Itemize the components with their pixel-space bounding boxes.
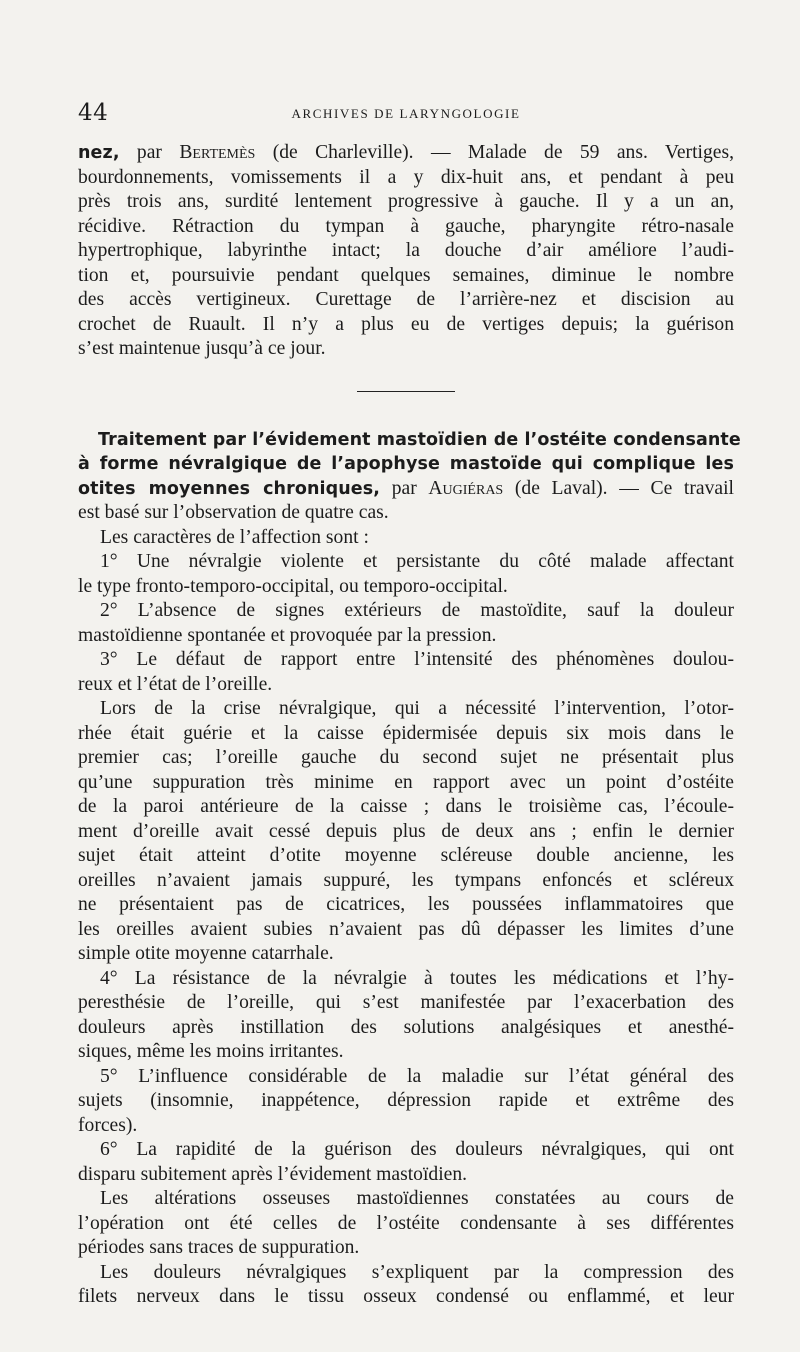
text-line: tion et, poursuivie pendant quelques semaines, diminue le nombre	[78, 264, 734, 286]
text-line: près trois ans, surdité lentement progressive à gauche. Il y a un an,	[78, 191, 734, 212]
author-name: Bertemès	[179, 142, 256, 163]
article-title-end: otites moyennes chroniques,	[78, 478, 381, 499]
text-line: périodes sans traces de suppuration.	[78, 1237, 360, 1258]
list-item-1: 1° Une névralgie violente et persistante du côté malade affectant	[100, 551, 734, 572]
list-item-3: 3° Le défaut de rapport entre l’intensité des phénomènes doulou-	[100, 649, 734, 670]
text-line: qu’une suppuration très minime en rapport avec un point d’ostéite	[78, 771, 734, 793]
text-line: des accès vertigineux. Curettage de l’arrière-nez et discision au	[78, 289, 734, 310]
text-line: siques, même les moins irritantes.	[78, 1041, 344, 1062]
list-item-5: 5° L’influence considérable de la maladie sur l’état général des	[100, 1065, 734, 1087]
text-line: disparu subitement après l’évidement mastoïdien.	[78, 1163, 468, 1185]
text-line: hypertrophique, labyrinthe intact; la douche d’air améliore l’audi-	[78, 240, 734, 261]
text-line	[78, 477, 734, 502]
text-line: Les douleurs névralgiques s’expliquent par la compression des	[100, 1261, 734, 1283]
text-span: par	[380, 477, 429, 499]
text-line: reux et l’état de l’oreille.	[78, 673, 273, 695]
article-title-line: Traitement par l’évidement mastoïdien de l’ostéite condensante	[98, 429, 741, 450]
text-line: est basé sur l’observation de quatre cas.	[78, 502, 389, 523]
running-title: ARCHIVES DE LARYNGOLOGIE	[291, 106, 521, 121]
list-item-2: 2° L’absence de signes extérieurs de mastoïdite, sauf la douleur	[100, 600, 734, 621]
text-line: récidive. Rétraction du tympan à gauche, pharyngite rétro-nasale	[78, 215, 734, 237]
text-line: l’opération ont été celles de l’ostéite condensante à ses différentes	[78, 1212, 734, 1234]
text-line: filets nerveux dans le tissu osseux condensé ou enflammé, et leur	[78, 1286, 734, 1307]
paragraph-bertemes	[78, 141, 734, 362]
text-line: simple otite moyenne catarrhale.	[78, 943, 334, 964]
text-span: par	[119, 142, 180, 163]
text-line: Les altérations osseuses mastoïdiennes constatées au cours de	[100, 1188, 734, 1209]
text-line: peresthésie de l’oreille, qui s’est manifestée par l’exacerbation des	[78, 992, 734, 1013]
bold-word: nez,	[78, 143, 120, 163]
text-line	[78, 141, 734, 166]
text-line: douleurs après instillation des solutions analgésiques et anesthé-	[78, 1016, 734, 1038]
text-line: rhée était guérie et la caisse épidermisée depuis six mois dans le	[78, 722, 734, 744]
text-line: sujet était atteint d’otite moyenne scléreuse double ancienne, les	[78, 845, 734, 866]
text-line: Les caractères de l’affection sont :	[100, 526, 369, 548]
article-title-line: à forme névralgique de l’apophyse mastoïde qui complique les	[78, 454, 734, 474]
page-body	[78, 141, 741, 1310]
text-line: s’est maintenue jusqu’à ce jour.	[78, 338, 326, 359]
author-name: Augiéras	[428, 477, 504, 499]
text-line: sujets (insomnie, inappétence, dépression rapide et extrême des	[78, 1090, 734, 1111]
text-line: mastoïdienne spontanée et provoquée par la pression.	[78, 624, 497, 646]
text-line: ne présentaient pas de cicatrices, les poussées inflammatoires que	[78, 894, 734, 915]
text-line: de la paroi antérieure de la caisse ; dans le troisième cas, l’écoule-	[78, 796, 734, 817]
text-span: (de Laval). — Ce travail	[503, 477, 734, 499]
text-line: Lors de la crise névralgique, qui a nécessité l’intervention, l’otor-	[100, 698, 734, 719]
text-span: (de Charleville). — Malade de 59 ans. Vertiges,	[255, 142, 734, 163]
text-line: forces).	[78, 1114, 138, 1136]
list-item-4: 4° La résistance de la névralgie à toutes les médications et l’hy-	[100, 967, 734, 989]
text-line: crochet de Ruault. Il n’y a plus eu de vertiges depuis; la guérison	[78, 313, 734, 335]
spacer	[78, 392, 734, 428]
article-augieras	[78, 428, 741, 1310]
text-line: les oreilles avaient subies n’avaient pas dû dépasser les limites d’une	[78, 918, 734, 940]
page-header	[78, 100, 734, 130]
text-line: premier cas; l’oreille gauche du second sujet ne présentait plus	[78, 747, 734, 768]
page-number: 44	[78, 100, 109, 126]
text-line: le type fronto-temporo-occipital, ou temporo-occipital.	[78, 575, 508, 597]
text-line: ment d’oreille avait cessé depuis plus de deux ans ; enfin le dernier	[78, 820, 734, 842]
list-item-6: 6° La rapidité de la guérison des douleurs névralgiques, qui ont	[100, 1139, 734, 1160]
text-line: bourdonnements, vomissements il a y dix-huit ans, et pendant à peu	[78, 166, 734, 188]
text-line: oreilles n’avaient jamais suppuré, les tympans enfoncés et scléreux	[78, 869, 734, 891]
